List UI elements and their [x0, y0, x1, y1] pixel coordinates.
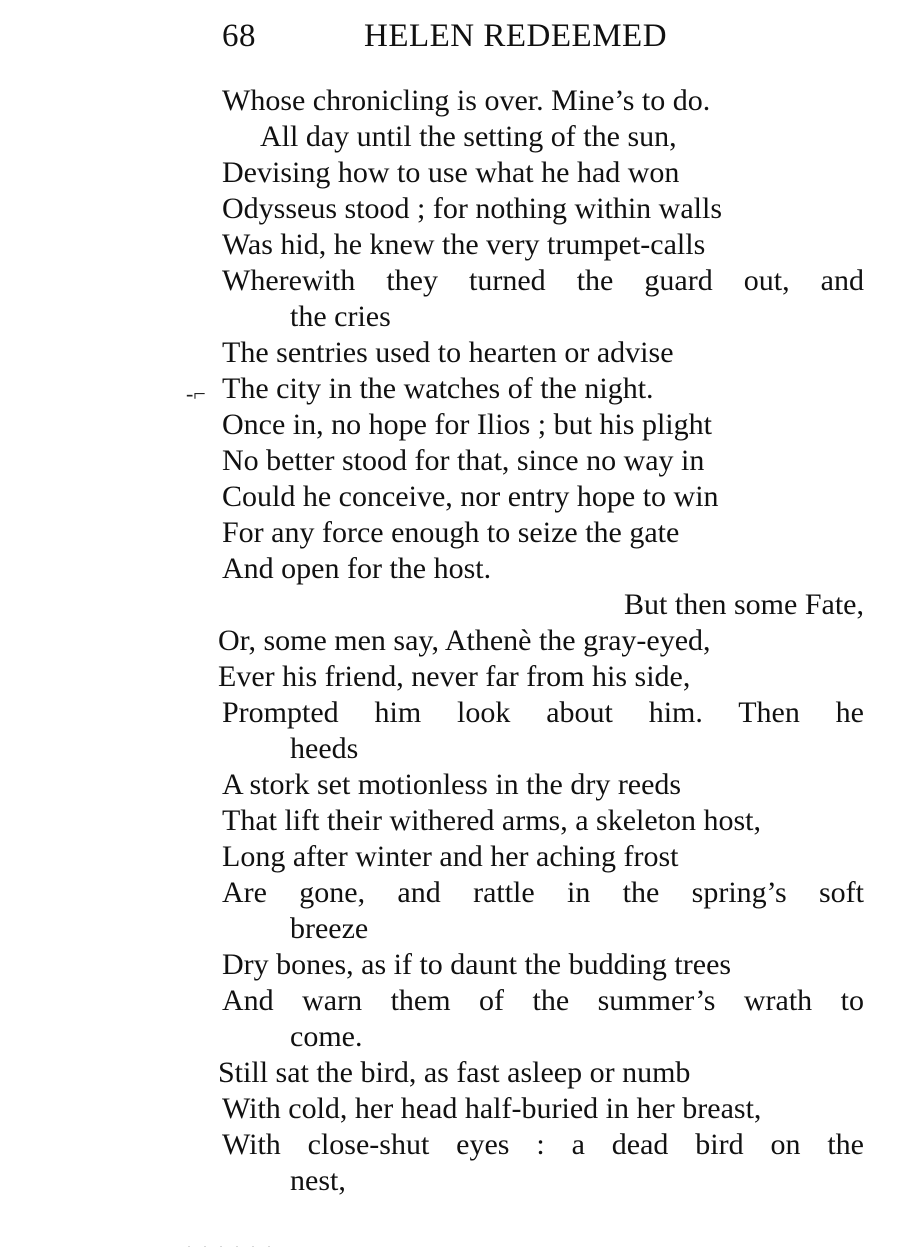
- verse-line-continuation: nest,: [290, 1164, 346, 1197]
- verse-line: The city in the watches of the night.: [222, 372, 654, 405]
- verse-line: A stork set motionless in the dry reeds: [222, 768, 682, 801]
- page-number: 68: [222, 18, 256, 54]
- verse-line-continuation: the cries: [290, 300, 391, 333]
- running-header: [222, 14, 862, 58]
- verse-line: Are gone, and rattle in the spring’s soft: [222, 876, 864, 909]
- verse-line: And open for the host.: [222, 552, 492, 585]
- verse-line: Long after winter and her aching frost: [222, 840, 679, 873]
- verse-line: Could he conceive, nor entry hope to win: [222, 480, 719, 513]
- verse-line-continuation: come.: [290, 1020, 363, 1053]
- verse-line: And warn them of the summer’s wrath to: [222, 984, 864, 1017]
- verse-line: That lift their withered arms, a skeleton host,: [222, 804, 762, 837]
- verse-line: The sentries used to hearten or advise: [222, 336, 674, 369]
- margin-mark: -⌐: [186, 381, 206, 406]
- verse-line: Wherewith they turned the guard out, and: [222, 264, 864, 297]
- verse-line: All day until the setting of the sun,: [260, 120, 677, 153]
- verse-line: With close-shut eyes : a dead bird on the: [222, 1128, 864, 1161]
- verse-line: Once in, no hope for Ilios ; but his plight: [222, 408, 712, 441]
- verse-line: Odysseus stood ; for nothing within walls: [222, 192, 722, 225]
- verse-line: No better stood for that, since no way in: [222, 444, 705, 477]
- scan-specks: . . . . . .: [188, 1240, 276, 1249]
- verse-line: Still sat the bird, as fast asleep or numb: [218, 1056, 691, 1089]
- verse-line: Ever his friend, never far from his side,: [218, 660, 691, 693]
- verse-line: With cold, her head half-buried in her breast,: [222, 1092, 762, 1125]
- verse-line-continuation: heeds: [290, 732, 359, 765]
- running-title: HELEN REDEEMED: [364, 18, 668, 54]
- verse-line: Whose chronicling is over. Mine’s to do.: [222, 84, 711, 117]
- verse-line: Was hid, he knew the very trumpet-calls: [222, 228, 706, 261]
- verse-line-continuation: breeze: [290, 912, 369, 945]
- poem-body: [218, 83, 864, 1199]
- verse-line: But then some Fate,: [624, 588, 864, 621]
- verse-line: Or, some men say, Athenè the gray-eyed,: [218, 624, 711, 657]
- verse-line: For any force enough to seize the gate: [222, 516, 680, 549]
- verse-line: Devising how to use what he had won: [222, 156, 680, 189]
- verse-line: Prompted him look about him. Then he: [222, 696, 864, 729]
- verse-line: Dry bones, as if to daunt the budding trees: [222, 948, 732, 981]
